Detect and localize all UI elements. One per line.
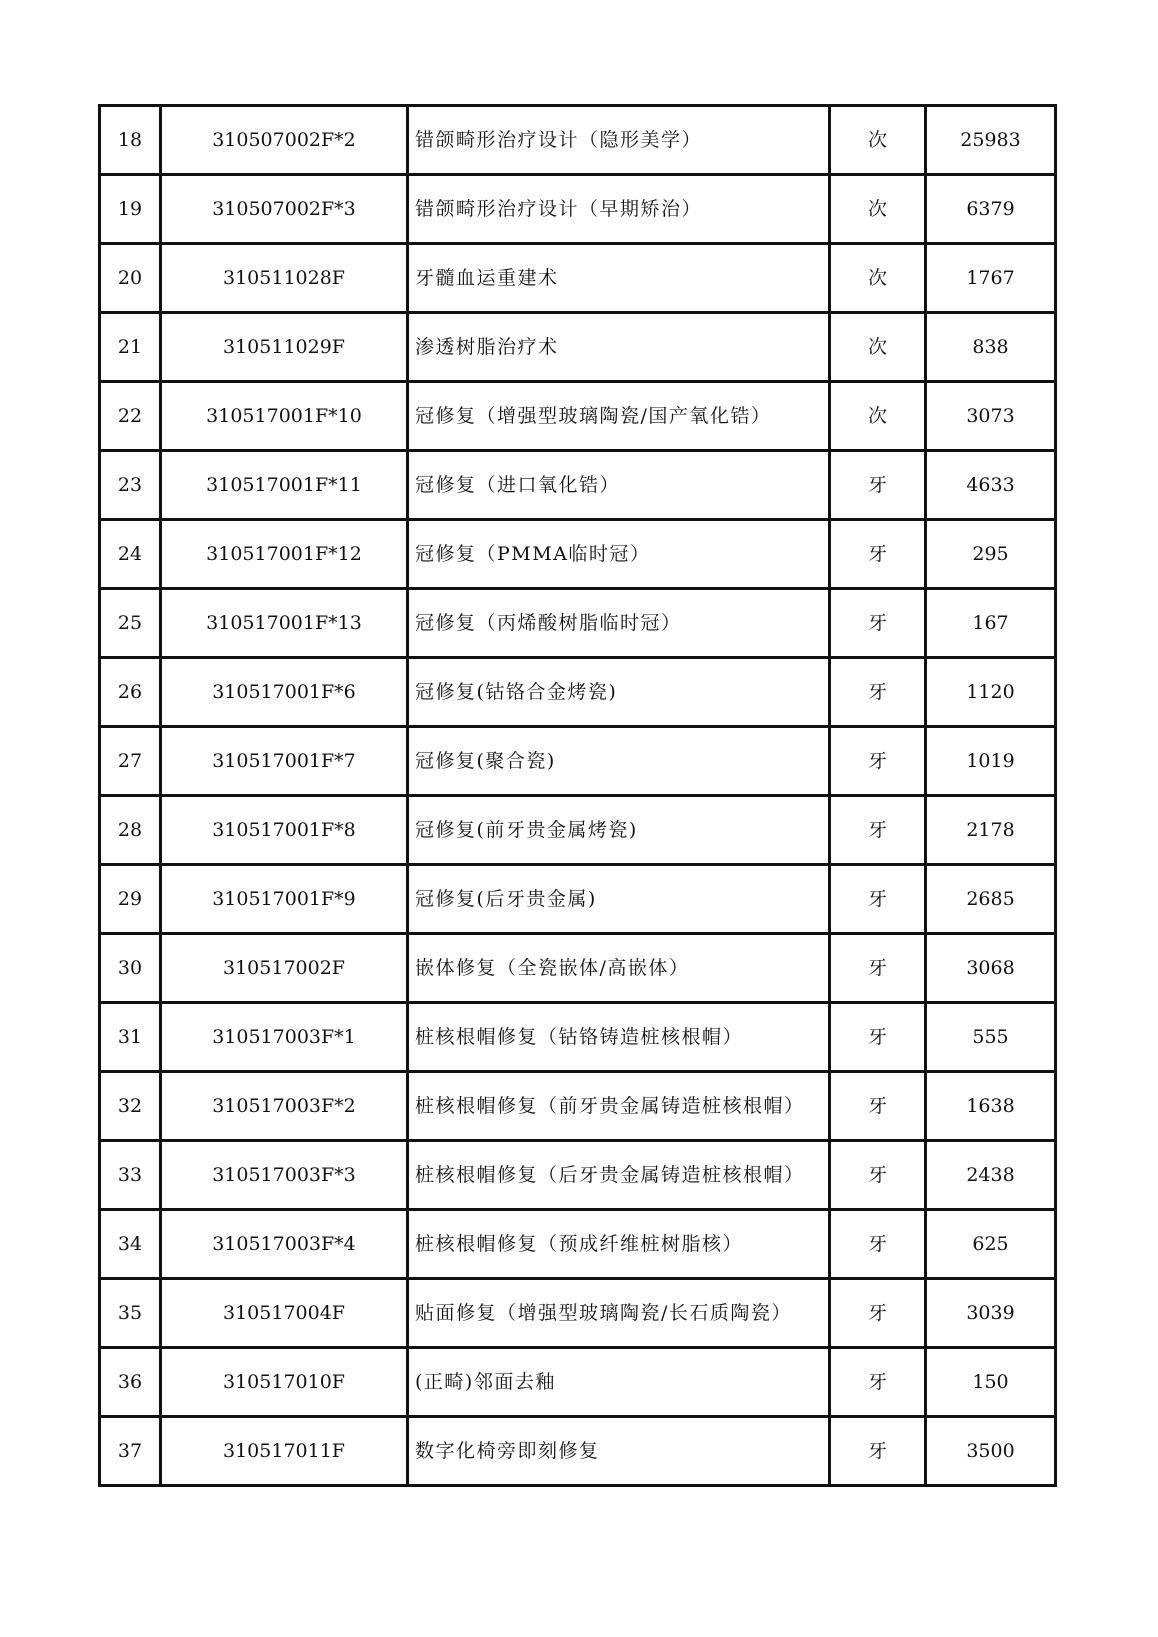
row-price-cell: 2685	[926, 865, 1056, 934]
row-price-cell: 838	[926, 313, 1056, 382]
row-seq-cell: 28	[100, 796, 161, 865]
row-price-cell: 2178	[926, 796, 1056, 865]
table-row	[100, 1348, 1056, 1417]
row-unit-cell: 次	[830, 382, 926, 451]
row-name-cell: 嵌体修复（全瓷嵌体/高嵌体）	[408, 934, 830, 1003]
row-seq-cell: 24	[100, 520, 161, 589]
row-unit-cell: 牙	[830, 1348, 926, 1417]
row-code-cell: 310517001F*12	[161, 520, 408, 589]
row-price-cell: 3073	[926, 382, 1056, 451]
row-name-cell: 冠修复（丙烯酸树脂临时冠）	[408, 589, 830, 658]
row-name-cell: 桩核根帽修复（前牙贵金属铸造桩核根帽）	[408, 1072, 830, 1141]
row-unit-cell: 次	[830, 175, 926, 244]
row-unit-cell: 牙	[830, 658, 926, 727]
row-name-cell: 冠修复(前牙贵金属烤瓷)	[408, 796, 830, 865]
row-code-cell: 310511028F	[161, 244, 408, 313]
row-name-cell: 冠修复（PMMA临时冠）	[408, 520, 830, 589]
row-code-cell: 310517003F*1	[161, 1003, 408, 1072]
row-seq-cell: 18	[100, 106, 161, 175]
row-price-cell: 295	[926, 520, 1056, 589]
row-name-cell: 错颌畸形治疗设计（早期矫治）	[408, 175, 830, 244]
row-seq-cell: 31	[100, 1003, 161, 1072]
row-unit-cell: 牙	[830, 727, 926, 796]
row-name-cell: 桩核根帽修复（预成纤维桩树脂核）	[408, 1210, 830, 1279]
table-row	[100, 451, 1056, 520]
row-code-cell: 310517011F	[161, 1417, 408, 1486]
row-price-cell: 3500	[926, 1417, 1056, 1486]
row-seq-cell: 35	[100, 1279, 161, 1348]
row-price-cell: 1767	[926, 244, 1056, 313]
table-row	[100, 106, 1056, 175]
row-price-cell: 555	[926, 1003, 1056, 1072]
row-name-cell: 渗透树脂治疗术	[408, 313, 830, 382]
row-code-cell: 310507002F*2	[161, 106, 408, 175]
row-price-cell: 1019	[926, 727, 1056, 796]
row-price-cell: 25983	[926, 106, 1056, 175]
row-unit-cell: 牙	[830, 1072, 926, 1141]
table-row	[100, 796, 1056, 865]
table-row	[100, 1417, 1056, 1486]
row-unit-cell: 牙	[830, 865, 926, 934]
row-price-cell: 150	[926, 1348, 1056, 1417]
fee-table	[98, 104, 1057, 1487]
row-unit-cell: 牙	[830, 796, 926, 865]
row-code-cell: 310507002F*3	[161, 175, 408, 244]
row-seq-cell: 25	[100, 589, 161, 658]
row-seq-cell: 34	[100, 1210, 161, 1279]
table-row	[100, 1141, 1056, 1210]
row-seq-cell: 32	[100, 1072, 161, 1141]
table-row	[100, 1003, 1056, 1072]
row-seq-cell: 23	[100, 451, 161, 520]
row-name-cell: 数字化椅旁即刻修复	[408, 1417, 830, 1486]
row-unit-cell: 牙	[830, 1279, 926, 1348]
row-seq-cell: 33	[100, 1141, 161, 1210]
table-row	[100, 865, 1056, 934]
row-name-cell: 冠修复(聚合瓷)	[408, 727, 830, 796]
row-code-cell: 310517001F*11	[161, 451, 408, 520]
row-unit-cell: 牙	[830, 520, 926, 589]
row-name-cell: 冠修复(后牙贵金属)	[408, 865, 830, 934]
row-name-cell: 冠修复（进口氧化锆）	[408, 451, 830, 520]
row-seq-cell: 27	[100, 727, 161, 796]
row-unit-cell: 牙	[830, 1417, 926, 1486]
row-unit-cell: 次	[830, 244, 926, 313]
row-name-cell: 贴面修复（增强型玻璃陶瓷/长石质陶瓷）	[408, 1279, 830, 1348]
row-price-cell: 3068	[926, 934, 1056, 1003]
table-row	[100, 589, 1056, 658]
table-row	[100, 244, 1056, 313]
row-unit-cell: 次	[830, 106, 926, 175]
row-seq-cell: 36	[100, 1348, 161, 1417]
row-code-cell: 310517001F*8	[161, 796, 408, 865]
row-unit-cell: 牙	[830, 934, 926, 1003]
row-name-cell: 错颌畸形治疗设计（隐形美学）	[408, 106, 830, 175]
row-code-cell: 310517001F*13	[161, 589, 408, 658]
row-name-cell: 桩核根帽修复（钴铬铸造桩核根帽）	[408, 1003, 830, 1072]
row-name-cell: 牙髓血运重建术	[408, 244, 830, 313]
row-code-cell: 310517010F	[161, 1348, 408, 1417]
row-seq-cell: 19	[100, 175, 161, 244]
table-row	[100, 1072, 1056, 1141]
row-price-cell: 1638	[926, 1072, 1056, 1141]
row-seq-cell: 30	[100, 934, 161, 1003]
row-name-cell: (正畸)邻面去釉	[408, 1348, 830, 1417]
row-code-cell: 310517002F	[161, 934, 408, 1003]
row-name-cell: 桩核根帽修复（后牙贵金属铸造桩核根帽）	[408, 1141, 830, 1210]
row-unit-cell: 牙	[830, 589, 926, 658]
row-code-cell: 310511029F	[161, 313, 408, 382]
row-unit-cell: 牙	[830, 451, 926, 520]
row-price-cell: 1120	[926, 658, 1056, 727]
row-price-cell: 2438	[926, 1141, 1056, 1210]
row-code-cell: 310517004F	[161, 1279, 408, 1348]
row-price-cell: 4633	[926, 451, 1056, 520]
row-unit-cell: 牙	[830, 1210, 926, 1279]
row-code-cell: 310517001F*10	[161, 382, 408, 451]
row-seq-cell: 22	[100, 382, 161, 451]
row-price-cell: 167	[926, 589, 1056, 658]
row-price-cell: 625	[926, 1210, 1056, 1279]
row-seq-cell: 37	[100, 1417, 161, 1486]
row-code-cell: 310517003F*2	[161, 1072, 408, 1141]
row-unit-cell: 次	[830, 313, 926, 382]
row-code-cell: 310517001F*9	[161, 865, 408, 934]
table-row	[100, 175, 1056, 244]
row-price-cell: 6379	[926, 175, 1056, 244]
table-row	[100, 382, 1056, 451]
row-name-cell: 冠修复（增强型玻璃陶瓷/国产氧化锆）	[408, 382, 830, 451]
table-row	[100, 1210, 1056, 1279]
row-seq-cell: 20	[100, 244, 161, 313]
row-seq-cell: 21	[100, 313, 161, 382]
row-code-cell: 310517003F*3	[161, 1141, 408, 1210]
row-price-cell: 3039	[926, 1279, 1056, 1348]
row-code-cell: 310517001F*7	[161, 727, 408, 796]
row-code-cell: 310517001F*6	[161, 658, 408, 727]
row-code-cell: 310517003F*4	[161, 1210, 408, 1279]
row-name-cell: 冠修复(钴铬合金烤瓷)	[408, 658, 830, 727]
table-row	[100, 658, 1056, 727]
table-row	[100, 313, 1056, 382]
table-row	[100, 727, 1056, 796]
row-unit-cell: 牙	[830, 1141, 926, 1210]
row-seq-cell: 26	[100, 658, 161, 727]
row-seq-cell: 29	[100, 865, 161, 934]
fee-table-body	[100, 106, 1056, 1486]
table-row	[100, 520, 1056, 589]
table-row	[100, 934, 1056, 1003]
row-unit-cell: 牙	[830, 1003, 926, 1072]
table-row	[100, 1279, 1056, 1348]
